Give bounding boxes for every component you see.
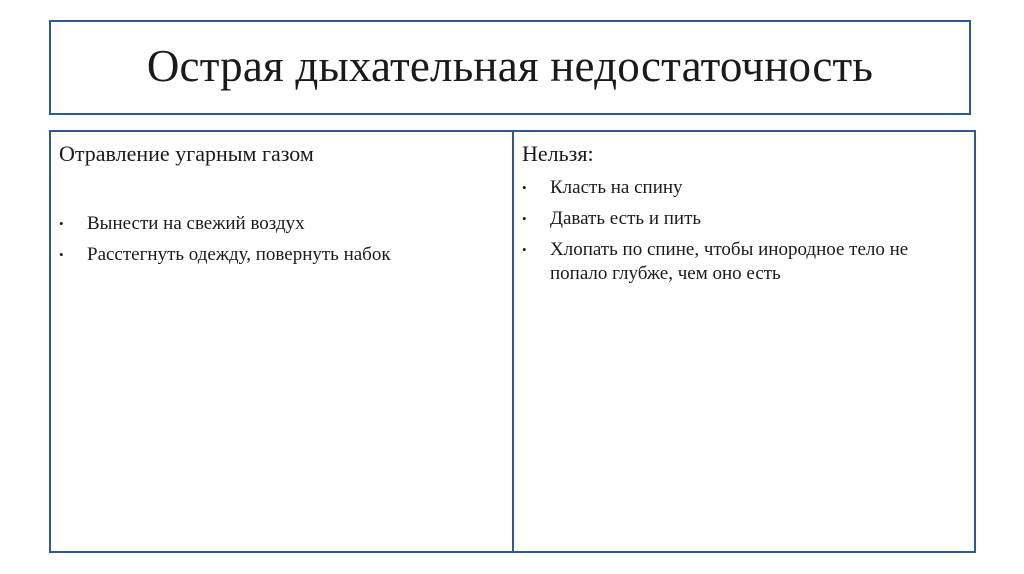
- list-item-text: Давать есть и пить: [550, 208, 702, 229]
- list-item: [522, 238, 962, 286]
- right-bullet-list: [522, 176, 962, 293]
- bullet-icon: •: [59, 216, 64, 231]
- list-item-text: Хлопать по спине, чтобы инородное тело не попало глубже, чем оно есть: [550, 239, 909, 284]
- list-item: [59, 212, 499, 236]
- bullet-icon: •: [522, 180, 527, 195]
- left-bullet-list: [59, 212, 499, 274]
- list-item: [59, 243, 499, 267]
- bullet-icon: •: [522, 242, 527, 257]
- bullet-icon: •: [522, 211, 527, 226]
- left-column-heading: Отравление угарным газом: [59, 141, 314, 166]
- slide-title: Острая дыхательная недостаточность: [146, 40, 874, 91]
- list-item-text: Класть на спину: [550, 177, 683, 198]
- right-column-heading: Нельзя:: [522, 141, 594, 166]
- left-column-panel: [49, 130, 514, 553]
- list-item: [522, 176, 962, 200]
- list-item: [522, 207, 962, 231]
- right-column-panel: [512, 130, 976, 553]
- bullet-icon: •: [59, 247, 64, 262]
- list-item-text: Вынести на свежий воздух: [87, 213, 305, 234]
- list-item-text: Расстегнуть одежду, повернуть набок: [87, 244, 391, 265]
- title-box: [49, 20, 971, 115]
